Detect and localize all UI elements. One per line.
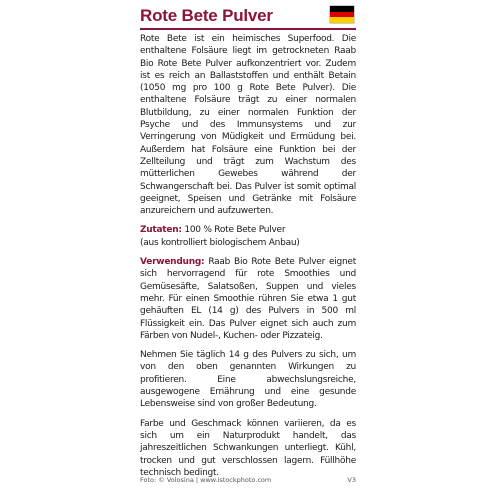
germany-flag-icon: [330, 6, 354, 23]
ingredients-note: (aus kontrolliert biologischem Anbau): [140, 237, 300, 248]
product-description: [140, 33, 356, 486]
ingredients-text: 100 % Rote Bete Pulver: [184, 225, 286, 236]
usage-text: Raab Bio Rote Bete Pulver eignet sich hervorragend für rote Smoothies und Gemüsesäfte, Salatsoßen, Suppen und vieles mehr. Für einen Smoothie rühren Sie etwa 1 gut gehäuften EL (14 g) des Pulvers in 500 ml Flüssigkeit ein. Das Pulver eignet sich auch zum Färben von Nudel-, Kuchen- oder Pizzateig.: [140, 257, 356, 341]
ingredients-label: Zutaten:: [140, 225, 182, 236]
usage-paragraph: [140, 256, 356, 342]
ingredients-paragraph: [140, 224, 356, 249]
photo-credit: Foto: © Volosina | www.istockphoto.com: [140, 476, 272, 484]
flag-stripe-gold: [330, 17, 354, 23]
dosage-paragraph: Nehmen Sie täglich 14 g des Pulvers zu sich, um von den oben genannten Wirkungen zu profitieren. Eine abwechslungsreiche, ausgewogene Ernährung und eine gesunde Lebensweise sind von großer Bedeutung.: [140, 350, 356, 410]
page-title: Rote Bete Pulver: [140, 6, 273, 25]
footer: [140, 476, 356, 484]
usage-label: Verwendung:: [140, 257, 205, 268]
storage-paragraph: Farbe und Geschmack können variieren, da es sich um ein Naturprodukt handelt, das jahreszeitlichen Schwankungen unterliegt. Kühl, trocken und gut verschlossen lagern. Füllhöhe technisch bedingt.: [140, 418, 356, 478]
title-divider: [140, 28, 356, 30]
intro-paragraph: Rote Bete ist ein heimisches Superfood. Die enthaltene Folsäure liegt im getrockneten Raab Bio Rote Bete Pulver aufkonzentriert vor. Zudem ist es reich an Ballaststoffen und enthält Betain (1050 mg pro 100 g Rote Bete Pulver). Die enthaltene Folsäure trägt zu einer normalen Blutbildung, zu einer normalen Funktion der Psyche und des Immunsystems und zur Verringerung von Müdigkeit und Ermüdung bei. Außerdem hat Folsäure eine Funktion bei der Zellteilung und trägt zum Wachstum des mütterlichen Gewebes während der Schwangerschaft bei. Das Pulver ist somit optimal geeignet, Speisen und Getränke mit Folsäure anzureichern und aufzuwerten.: [140, 34, 356, 217]
version-label: V3: [347, 476, 356, 484]
